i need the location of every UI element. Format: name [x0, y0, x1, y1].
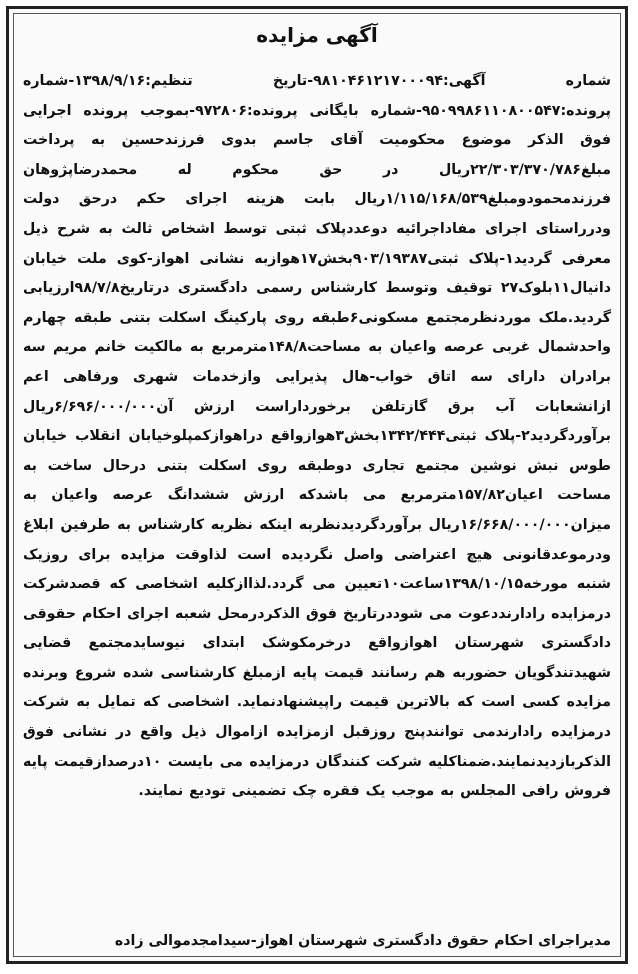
- notice-frame: [6, 6, 628, 964]
- notice-title: آگهی مزایده: [256, 23, 378, 47]
- notice-paragraph: شماره آگهی:۹۸۱۰۴۶۱۲۱۷۰۰۰۹۴-تاریخ تنظیم:۱۳۹۸/۹/۱۶-شماره پرونده:۹۵۰۹۹۸۶۱۱۰۸۰۰۵۴۷-شماره بایگانی پرونده:۹۷۲۸۰۶-بموجب پرونده اجرایی فوق الذکر موضوع محکومیت آقای جاسم بدوی فرزندحسین به پرداخت مبلغ۲۲/۳۰۳/۳۷۰/۷۸۶ریال در حق محکوم له محمدرضاپژوهان فرزندمحمودومبلغ۱/۱۱۵/۱۶۸/۵۳۹ریال بابت هزینه اجرای حکم درحق دولت ودرراستای اجرای مفاداجرائیه دوعددپلاک ثبتی توسط اشخاص ثالث به شرح ذیل معرفی گردید۱-پلاک ثبتی۹۰۳/۱۹۳۸۷بخش۱۷هوازبه نشانی اهواز-کوی ملت خیابان دانیال۱۱بلوک۲۷ توقیف وتوسط کارشناس رسمی دادگستری درتاریخ۹۸/۷/۸ارزیابی گردید.ملک موردنظرمجتمع مسکونی۶طبقه روی پارکینگ اسکلت بتنی طبقه چهارم واحدشمال غربی عرصه واعیان به مساحت۱۴۸/۸مترمربع به مالکیت خانم مریم سه برادران دارای سه اتاق خواب-هال پذیرایی وازخدمات شهری ورفاهی اعم ازانشعابات آب برق گازتلفن برخورداراست ارزش آن۶/۶۹۶/۰۰۰/۰۰۰ریال برآوردگردید۲-پلاک ثبتی۱۳۴۲/۴۴۴بخش۳هوازواقع دراهوازکمپلوخیابان انقلاب خیابان طوس نبش نوشین مجتمع تجاری دوطبقه روی اسکلت بتنی درحال ساخت به مساحت اعیان۱۵۷/۸۲مترمربع می باشدکه ارزش ششدانگ عرصه واعیان به میزان۱۶/۶۶۸/۰۰۰/۰۰۰ریال برآوردگردیدنظربه اینکه نظریه کارشناس به طرفین ابلاغ ودرموعدقانونی هیچ اعتراضی واصل نگردیده است لذاوقت مزایده برای روزیک شنبه مورخه۱۳۹۸/۱۰/۱۵ساعت۱۰تعیین می گردد.لذاازکلیه اشخاصی که قصدشرکت درمزایده رادارنددعوت می شوددرتاریخ فوق الذکردرمحل شعبه اجرای احکام حقوقی دادگستری شهرستان اهوازواقع درخرمکوشک ابتدای نیوسایدمجتمع قضایی شهیدتندگویان حضوربه هم رسانند قیمت پایه ازمبلغ کارشناسی شده شروع وبرنده مزایده کسی است که بالاترین قیمت راپیشنهادنماید. اشخاصی که تمایل به شرکت درمزایده رادارندمی توانندپنج روزقبل ازمزایده ازاموال ذیل واقع در نشانی فوق الذکربازدیدنمایند.ضمناکلیه شرکت کنندگان درمزایده می بایست ۱۰درصدازقیمت پایه فروش رافی المجلس به موجب یک فقره چک تضمینی تودیع نمایند.: [23, 73, 612, 800]
- notice-signature: مدیراجرای احکام حقوق دادگستری شهرستان اهواز-سیدامجدموالی زاده: [114, 933, 611, 949]
- notice-body: [23, 67, 611, 807]
